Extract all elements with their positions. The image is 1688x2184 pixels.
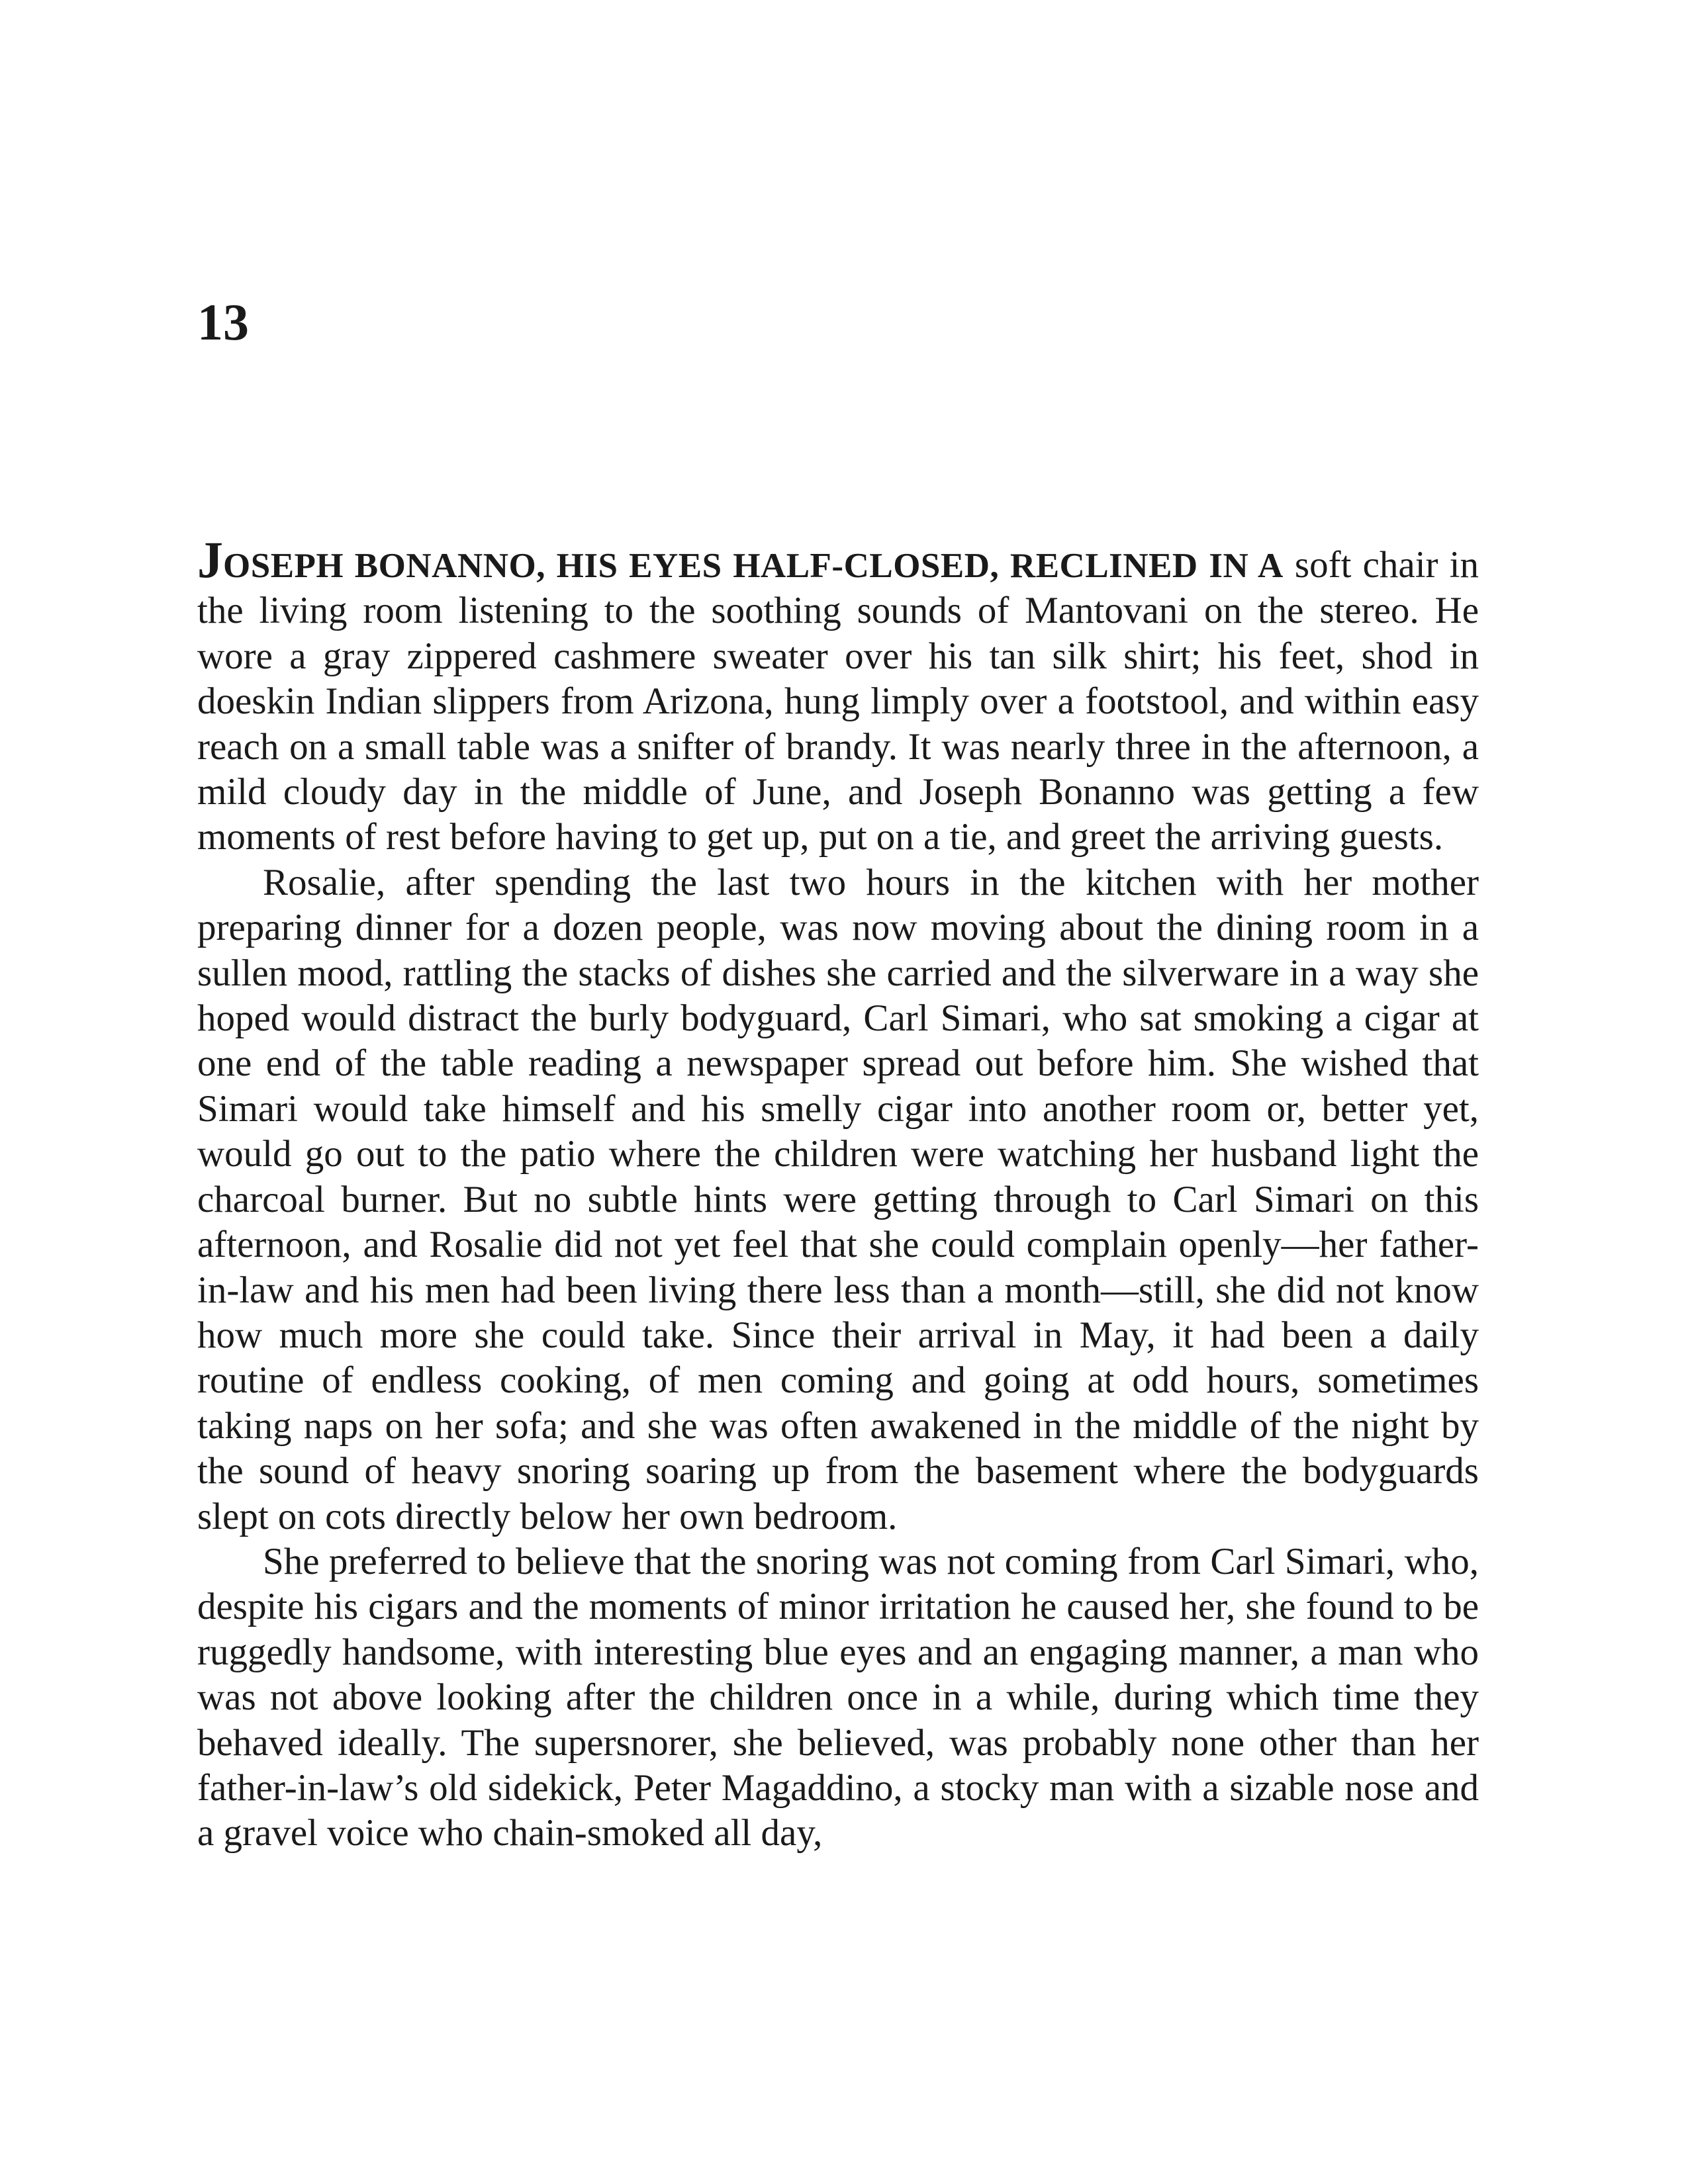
paragraph-3: She preferred to believe that the snoring was not coming from Carl Simari, who, despite his cigars and the moments of minor irritation he caused her, she found to be ruggedly handsome, with interesting blue eyes and an engaging manner, a man who was not above looking after the children once in a while, during which time they behaved ideally. The supersnorer, she believed, was probably none other than her father-in-law’s old sidekick, Peter Magaddino, a stocky man with a sizable nose and a gravel voice who chain-smoked all day,	[197, 1540, 1479, 1854]
small-caps-lead-in: OSEPH BONANNO, HIS EYES HALF-CLOSED, RECLINED IN A	[223, 547, 1284, 585]
chapter-number: 13	[197, 293, 249, 351]
chapter-body	[197, 531, 1479, 1856]
paragraph-2: Rosalie, after spending the last two hours in the kitchen with her mother preparing dinner for a dozen people, was now moving about the dining room in a sullen mood, rattling the stacks of dishes she carried and the silverware in a way she hoped would distract the burly bodyguard, Carl Simari, who sat smoking a cigar at one end of the table reading a newspaper spread out before him. She wished that Simari would take himself and his smelly cigar into another room or, better yet, would go out to the patio where the children were watching her husband light the charcoal burner. But no subtle hints were getting through to Carl Simari on this afternoon, and Rosalie did not yet feel that she could complain openly—her father-in-law and his men had been living there less than a month—still, she did not know how much more she could take. Since their arrival in May, it had been a daily routine of endless cooking, of men coming and going at odd hours, sometimes taking naps on her sofa; and she was often awakened in the middle of the night by the sound of heavy snoring soaring up from the basement where the bodyguards slept on cots directly below her own bedroom.	[197, 861, 1479, 1537]
paragraph-1-text: soft chair in the living room listening to the soothing sounds of Mantovani on the stereo. He wore a gray zippered cashmere sweater over his tan silk shirt; his feet, shod in doeskin Indian slippers from Arizona, hung limply over a footstool, and within easy reach on a small table was a snifter of brandy. It was nearly three in the afternoon, a mild cloudy day in the middle of June, and Joseph Bonanno was getting a few moments of rest before having to get up, put on a tie, and greet the arriving guests.	[197, 544, 1479, 858]
paragraph-1	[197, 531, 1479, 860]
drop-cap: J	[197, 531, 223, 588]
